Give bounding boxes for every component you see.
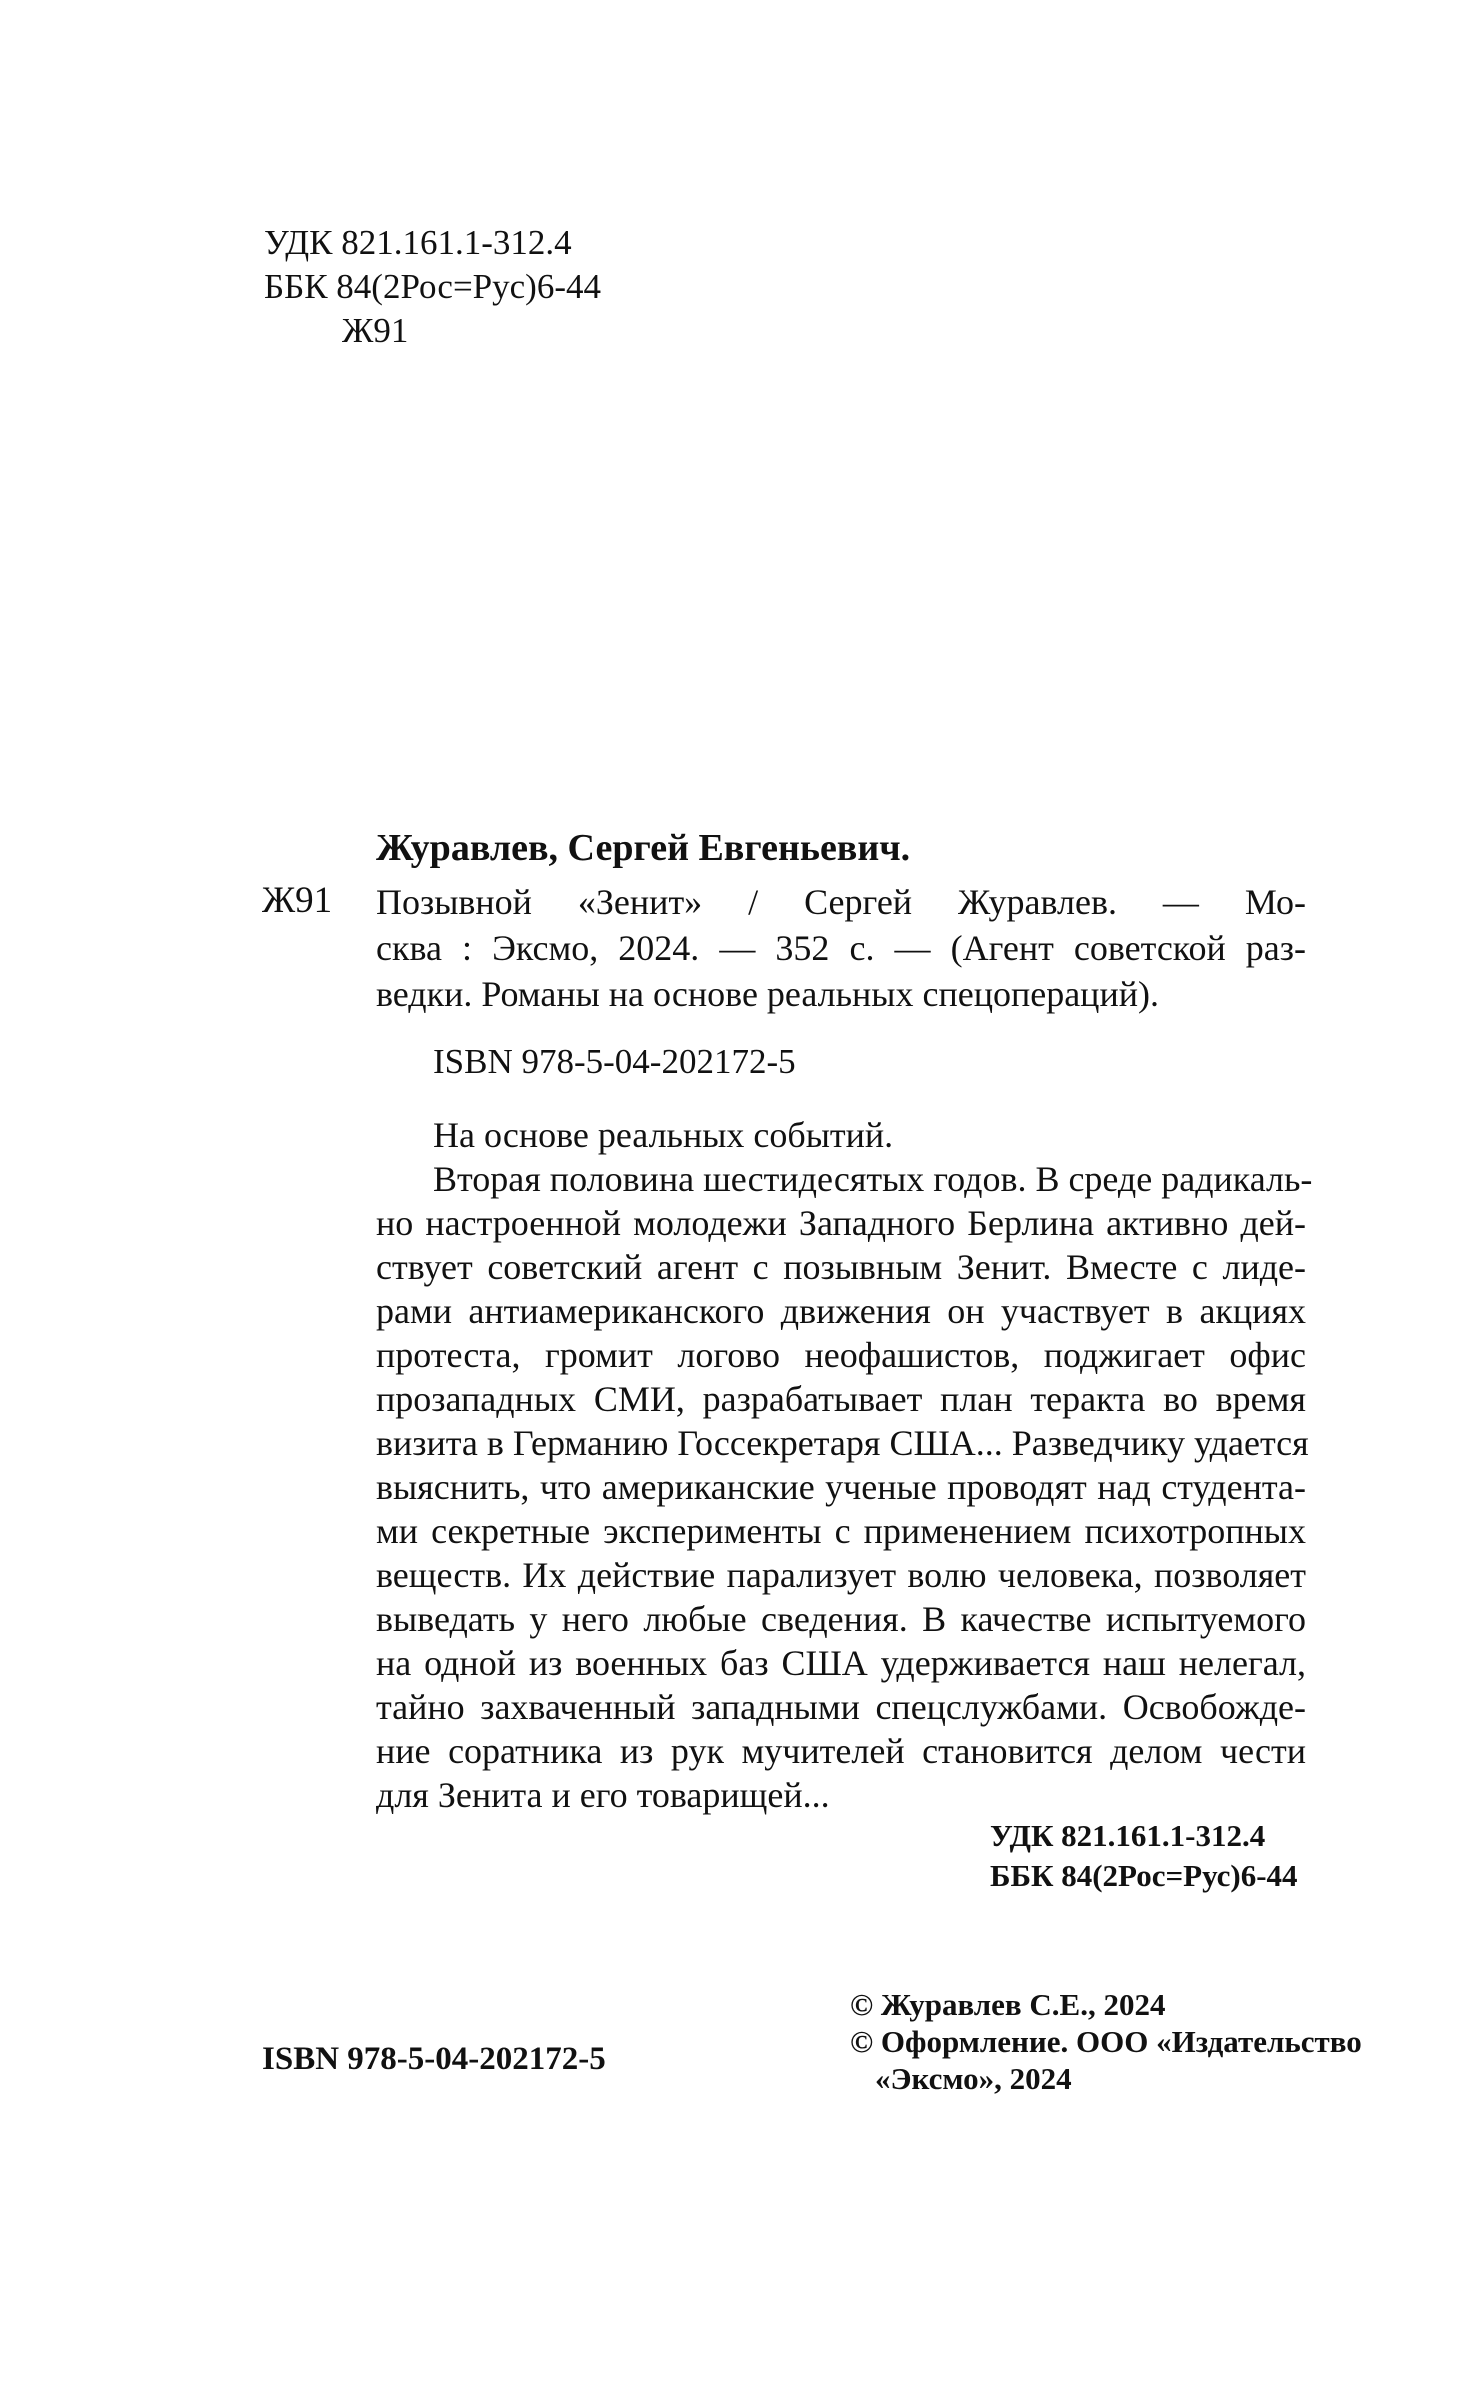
annotation-line: на одной из военных баз США удерживается наш нелегал, xyxy=(376,1643,1306,1683)
annotation-line: Вторая половина шестидесятых годов. В среде радикаль- xyxy=(433,1159,1313,1199)
bbk-right: ББК 84(2Рос=Рус)6-44 xyxy=(990,1858,1298,1893)
annotation-line: веществ. Их действие парализует волю человека, позволяет xyxy=(376,1555,1306,1595)
annotation-lead: На основе реальных событий. xyxy=(433,1115,894,1155)
udk-top: УДК 821.161.1-312.4 xyxy=(264,223,572,262)
copyright-publisher: «Эксмо», 2024 xyxy=(875,2061,1072,2096)
annotation-line: выяснить, что американские ученые проводят над студента- xyxy=(376,1467,1306,1507)
annotation-line: протеста, громит логово неофашистов, поджигает офис xyxy=(376,1335,1306,1375)
isbn-entry: ISBN 978-5-04-202172-5 xyxy=(433,1042,796,1081)
annotation-line: выведать у него любые сведения. В качестве испытуемого xyxy=(376,1599,1306,1639)
biblio-line: ведки. Романы на основе реальных спецопераций). xyxy=(376,974,1159,1014)
copyright-design: © Оформление. ООО «Издательство xyxy=(850,2024,1362,2059)
author-heading: Журавлев, Сергей Евгеньевич. xyxy=(376,827,911,869)
annotation-line: ми секретные эксперименты с применением психотропных xyxy=(376,1511,1306,1551)
author-code-entry: Ж91 xyxy=(262,880,333,921)
biblio-line: Позывной «Зенит» / Сергей Журавлев. — Мо- xyxy=(376,882,1306,922)
biblio-line: сква : Эксмо, 2024. — 352 с. — (Агент советской раз- xyxy=(376,928,1306,968)
annotation-line: ствует советский агент с позывным Зенит. Вместе с лиде- xyxy=(376,1247,1306,1287)
annotation-line: тайно захваченный западными спецслужбами. Освобожде- xyxy=(376,1687,1306,1727)
annotation-line: визита в Германию Госсекретаря США... Разведчику удается xyxy=(376,1423,1309,1463)
author-code-top: Ж91 xyxy=(342,311,409,350)
bbk-top: ББК 84(2Рос=Рус)6-44 xyxy=(264,267,601,306)
isbn-bottom: ISBN 978-5-04-202172-5 xyxy=(262,2041,606,2077)
annotation-line: рами антиамериканского движения он участвует в акциях xyxy=(376,1291,1306,1331)
annotation-line: но настроенной молодежи Западного Берлина активно дей- xyxy=(376,1203,1306,1243)
copyright-author: © Журавлев С.Е., 2024 xyxy=(850,1987,1166,2022)
udk-right: УДК 821.161.1-312.4 xyxy=(990,1818,1266,1853)
annotation-line: для Зенита и его товарищей... xyxy=(376,1775,830,1815)
annotation-line: ние соратника из рук мучителей становится делом чести xyxy=(376,1731,1306,1771)
annotation-line: прозападных СМИ, разрабатывает план теракта во время xyxy=(376,1379,1306,1419)
